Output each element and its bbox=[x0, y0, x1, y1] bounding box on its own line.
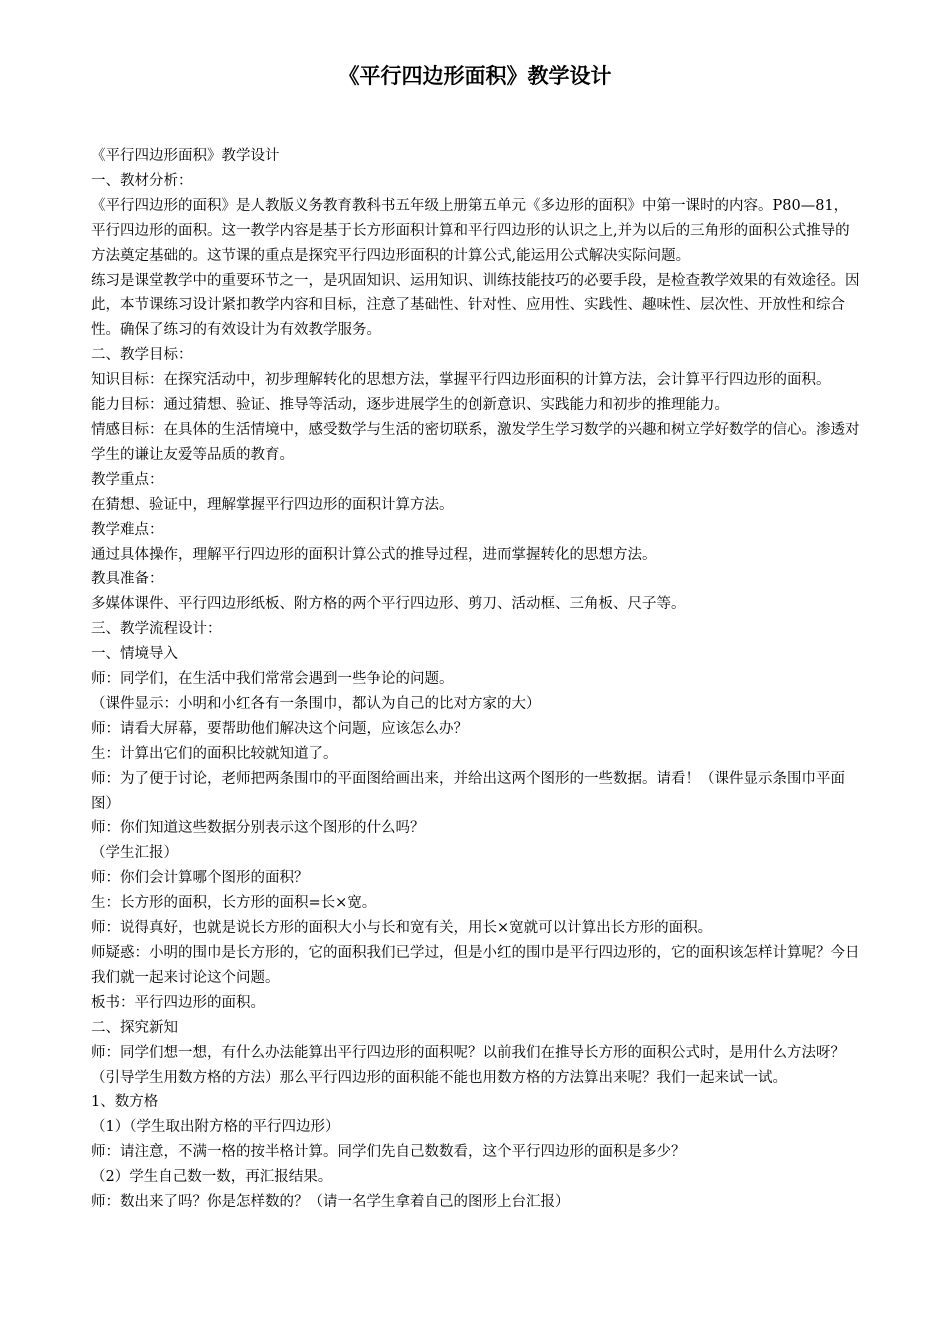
paragraph-dialogue: 师：数出来了吗？你是怎样数的？（请一名学生拿着自己的图形上台汇报） bbox=[91, 1194, 570, 1211]
paragraph-dialogue: 师：请注意，不满一格的按半格计算。同学们先自己数数看，这个平行四边形的面积是多少？ bbox=[91, 1144, 686, 1161]
paragraph-key-point-heading: 教学重点： bbox=[91, 471, 164, 488]
paragraph-dialogue: 生：计算出它们的面积比较就知道了。 bbox=[91, 745, 338, 762]
paragraph-step-2-heading: 二、探究新知 bbox=[91, 1019, 178, 1036]
paragraph-material-analysis: 《平行四边形的面积》是人教版义务教育教科书五年级上册第五单元《多边形的面积》中第一课时的内容。P80—81，平行四边形的面积。这一教学内容是基于长方形面积计算和平行四边形的认识之上,并为以后的三角形的面积公式推导的方法奠定基础的。这节课的重点是探究平行四边形面积的计算公式,能运用公式解决实际问题。 bbox=[91, 197, 850, 264]
paragraph-difficulty-heading: 教学难点： bbox=[91, 521, 164, 538]
paragraph-emotion-goal: 情感目标：在具体的生活情境中，感受数学与生活的密切联系，激发学生学习数学的兴趣和树立学好数学的信心。渗透对学生的谦让友爱等品质的教育。 bbox=[91, 421, 860, 463]
paragraph-dialogue: 师：为了便于讨论，老师把两条围巾的平面图给画出来，并给出这两个图形的一些数据。请看！（课件显示条围巾平面图） bbox=[91, 770, 845, 812]
paragraph-dialogue: 师：同学们，在生活中我们常常会遇到一些争论的问题。 bbox=[91, 671, 454, 688]
paragraph-key-point: 在猜想、验证中，理解掌握平行四边形的面积计算方法。 bbox=[91, 496, 454, 513]
paragraph-step-1-heading: 一、情境导入 bbox=[91, 646, 178, 663]
paragraph-dialogue: 师疑惑：小明的围巾是长方形的，它的面积我们已学过，但是小红的围巾是平行四边形的，它的面积该怎样计算呢？今日我们就一起来讨论这个问题。 bbox=[91, 945, 860, 986]
paragraph-materials-heading: 教具准备： bbox=[91, 571, 164, 588]
paragraph-doc-heading: 《平行四边形面积》教学设计 bbox=[91, 148, 280, 164]
paragraph-dialogue: （2）学生自己数一数，再汇报结果。 bbox=[91, 1169, 333, 1186]
paragraph-dialogue: 师：你们会计算哪个图形的面积？ bbox=[91, 870, 309, 887]
paragraph-dialogue: 师：你们知道这些数据分别表示这个图形的什么吗？ bbox=[91, 820, 425, 837]
paragraph-dialogue: （1）（学生取出附方格的平行四边形） bbox=[91, 1119, 340, 1136]
paragraph-dialogue: （课件显示：小明和小红各有一条围巾，都认为自己的比对方家的大） bbox=[91, 695, 541, 712]
paragraph-difficulty: 通过具体操作，理解平行四边形的面积计算公式的推导过程，进而掌握转化的思想方法。 bbox=[91, 546, 657, 563]
paragraph-board-note: 板书：平行四边形的面积。 bbox=[91, 994, 265, 1011]
document-title: 《平行四边形面积》教学设计 bbox=[338, 64, 612, 88]
paragraph-section-3-heading: 三、教学流程设计： bbox=[91, 621, 222, 638]
paragraph-dialogue: 师：说得真好，也就是说长方形的面积大小与长和宽有关，用长×宽就可以计算出长方形的面积。 bbox=[91, 920, 713, 937]
paragraph-dialogue: （学生汇报） bbox=[91, 845, 178, 862]
paragraph-dialogue: 生：长方形的面积，长方形的面积=长×宽。 bbox=[91, 895, 377, 912]
paragraph-dialogue: 师：同学们想一想，有什么办法能算出平行四边形的面积呢？以前我们在推导长方形的面积公式时，是用什么方法呀？（引导学生用数方格的方法）那么平行四边形的面积能不能也用数方格的方法算出来呢？我们一起来试一试。 bbox=[91, 1044, 845, 1086]
paragraph-section-2-heading: 二、教学目标： bbox=[91, 347, 193, 364]
paragraph-ability-goal: 能力目标：通过猜想、验证、推导等活动，逐步进展学生的创新意识、实践能力和初步的推理能力。 bbox=[91, 397, 729, 414]
paragraph-practice: 练习是课堂教学中的重要环节之一，是巩固知识、运用知识、训练技能技巧的必要手段，是检查教学效果的有效途径。因此，本节课练习设计紧扣教学内容和目标，注意了基础性、针对性、应用性、实践性、趣味性、层次性、开放性和综合性。确保了练习的有效设计为有效教学服务。 bbox=[91, 272, 860, 339]
document-body bbox=[91, 144, 861, 1215]
paragraph-section-1-heading: 一、教材分析： bbox=[91, 172, 193, 189]
paragraph-knowledge-goal: 知识目标：在探究活动中，初步理解转化的思想方法，掌握平行四边形面积的计算方法，会计算平行四边形的面积。 bbox=[91, 372, 831, 389]
paragraph-materials: 多媒体课件、平行四边形纸板、附方格的两个平行四边形、剪刀、活动框、三角板、尺子等。 bbox=[91, 596, 686, 613]
paragraph-dialogue: 师：请看大屏幕，要帮助他们解决这个问题，应该怎么办？ bbox=[91, 720, 468, 737]
paragraph-count-squares-heading: 1、数方格 bbox=[91, 1094, 159, 1111]
